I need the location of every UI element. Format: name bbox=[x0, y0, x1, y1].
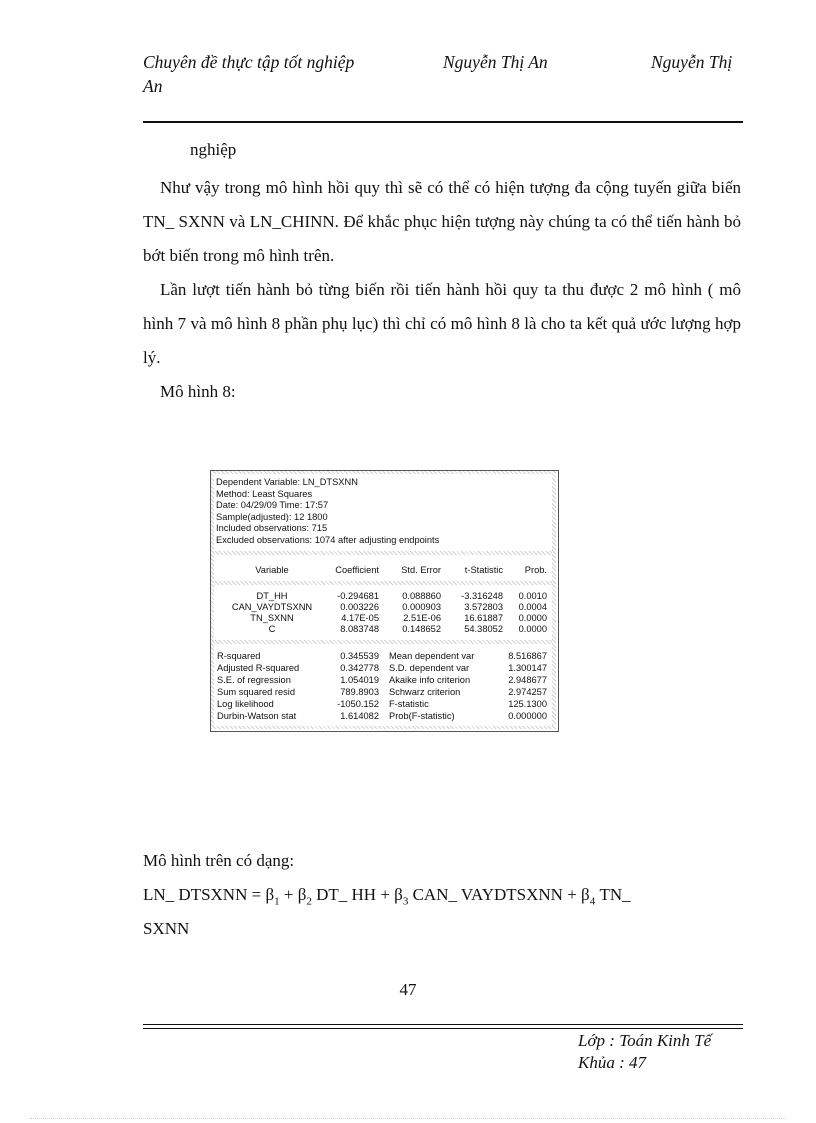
stat-value: 1.614082 bbox=[340, 711, 379, 721]
beta-symbol: β bbox=[265, 885, 275, 904]
info-line: Excluded observations: 1074 after adjusting endpoints bbox=[216, 534, 440, 545]
cell-coefficient: 8.083748 bbox=[340, 624, 379, 634]
stat-label: S.E. of regression bbox=[217, 675, 291, 685]
info-line: Included observations: 715 bbox=[216, 523, 328, 534]
stat-value: 0.342778 bbox=[340, 663, 379, 673]
stat-label: F-statistic bbox=[389, 699, 429, 709]
col-std-error: Std. Error bbox=[401, 565, 441, 575]
eq-term: DT_ HH + bbox=[311, 885, 395, 904]
beta-symbol: β bbox=[581, 885, 590, 904]
stat-value: 789.8903 bbox=[340, 687, 379, 697]
stat-value: 1.054019 bbox=[340, 675, 379, 685]
table-hatch-top bbox=[211, 471, 556, 474]
eq-term: + bbox=[279, 885, 298, 904]
cell-std-error: 0.088860 bbox=[402, 591, 441, 601]
stat-label: Prob(F-statistic) bbox=[389, 711, 455, 721]
footer-rule bbox=[143, 1024, 743, 1025]
stat-label: Adjusted R-squared bbox=[217, 663, 300, 673]
stat-value: 0.345539 bbox=[340, 651, 379, 661]
beta-symbol: β bbox=[297, 885, 307, 904]
eq-term: CAN_ VAYDTSXNN + bbox=[408, 885, 582, 904]
cell-coefficient: 0.003226 bbox=[340, 602, 379, 612]
page-footer bbox=[578, 1030, 711, 1074]
stat-label: Mean dependent var bbox=[389, 651, 475, 661]
cell-coefficient: -0.294681 bbox=[337, 591, 379, 601]
stat-value: 1.300147 bbox=[508, 663, 547, 673]
col-variable: Variable bbox=[255, 565, 289, 575]
header-center: Nguyễn Thị An bbox=[443, 52, 548, 72]
cell-variable: C bbox=[268, 624, 276, 634]
col-prob: Prob. bbox=[524, 565, 547, 575]
table-hatch-left bbox=[211, 471, 214, 729]
cell-std-error: 0.000903 bbox=[402, 602, 441, 612]
beta-subscript: 2 bbox=[306, 895, 312, 908]
stat-value: -1050.152 bbox=[337, 699, 379, 709]
cell-t-statistic: 54.38052 bbox=[464, 624, 503, 634]
eq-lhs: LN_ DTSXNN = bbox=[143, 885, 266, 904]
table-hatch-sep3 bbox=[214, 640, 552, 644]
cell-variable: CAN_VAYDTSXNN bbox=[231, 602, 313, 612]
cell-prob: 0.0010 bbox=[518, 591, 547, 601]
stat-label: Sum squared resid bbox=[217, 687, 296, 697]
beta-subscript: 4 bbox=[589, 895, 596, 908]
info-line: Sample(adjusted): 12 1800 bbox=[216, 511, 328, 522]
page-edge bbox=[30, 1118, 786, 1119]
stat-value: 125.1300 bbox=[508, 699, 547, 709]
table-hatch-sep2 bbox=[214, 581, 552, 585]
footer-rule bbox=[143, 1028, 743, 1029]
stat-label: Akaike info criterion bbox=[389, 675, 471, 685]
info-line: Date: 04/29/09 Time: 17:57 bbox=[216, 500, 329, 511]
cell-t-statistic: 16.61887 bbox=[464, 613, 503, 623]
cell-std-error: 2.51E-06 bbox=[403, 613, 441, 623]
cell-std-error: 0.148652 bbox=[402, 624, 441, 634]
cell-t-statistic: 3.572803 bbox=[464, 602, 503, 612]
stat-value: 8.516867 bbox=[508, 651, 547, 661]
info-line: Method: Least Squares bbox=[216, 488, 313, 499]
cell-prob: 0.0004 bbox=[518, 602, 547, 612]
stat-value: 0.000000 bbox=[508, 711, 547, 721]
beta-subscript: 1 bbox=[274, 895, 280, 908]
stat-label: R-squared bbox=[217, 651, 261, 661]
col-t-statistic: t-Statistic bbox=[464, 565, 503, 575]
beta-subscript: 3 bbox=[402, 895, 409, 908]
table-hatch-bottom bbox=[211, 726, 556, 729]
stat-label: Log likelihood bbox=[217, 699, 274, 709]
cell-variable: DT_HH bbox=[256, 591, 288, 601]
header-left: Chuyên đề thực tập tốt nghiệp bbox=[143, 52, 355, 72]
regression-output-table bbox=[210, 470, 559, 732]
header-rule bbox=[143, 121, 743, 123]
col-coefficient: Coefficient bbox=[335, 565, 379, 575]
cell-t-statistic: -3.316248 bbox=[461, 591, 503, 601]
header-right: Nguyễn Thị bbox=[651, 52, 733, 72]
cell-prob: 0.0000 bbox=[518, 613, 547, 623]
table-info bbox=[216, 477, 439, 547]
stat-value: 2.974257 bbox=[508, 687, 547, 697]
stat-value: 2.948677 bbox=[508, 675, 547, 685]
model-label: Mô hình 8: bbox=[160, 382, 236, 401]
cell-coefficient: 4.17E-05 bbox=[341, 613, 379, 623]
paragraph-1: Như vậy trong mô hình hồi quy thì sẽ có thể có hiện tượng đa cộng tuyến giữa biến TN_ SXNN và LN_CHINN. Để khắc phục hiện tượng này chúng ta có thể tiến hành bỏ bớt biến trong mô hình trên. bbox=[143, 178, 741, 265]
paragraph-2: Lần lượt tiến hành bỏ từng biến rồi tiến hành hồi quy ta thu được 2 mô hình ( mô hình 7 và mô hình 8 phần phụ lục) thì chỉ có mô hình 8 là cho ta kết quả ước lượng hợp lý. bbox=[143, 280, 741, 367]
header-wrap: An bbox=[143, 76, 163, 96]
footer-class: Lớp : Toán Kinh Tế bbox=[578, 1031, 712, 1050]
cell-prob: 0.0000 bbox=[518, 624, 547, 634]
eq-term: TN_ bbox=[595, 885, 631, 904]
table-hatch-sep1 bbox=[214, 551, 552, 555]
table-hatch-right bbox=[552, 471, 556, 729]
stat-label: Schwarz criterion bbox=[389, 687, 461, 697]
stat-label: Durbin-Watson stat bbox=[217, 711, 297, 721]
stat-label: S.D. dependent var bbox=[389, 663, 470, 673]
info-line: Dependent Variable: LN_DTSXNN bbox=[216, 477, 358, 487]
model-equation-cont: SXNN bbox=[143, 919, 190, 938]
beta-symbol: β bbox=[394, 885, 403, 904]
cell-variable: TN_SXNN bbox=[250, 613, 294, 623]
page-number: 47 bbox=[399, 980, 417, 999]
paragraph-continuation: nghiệp bbox=[190, 140, 237, 159]
model-intro: Mô hình trên có dạng: bbox=[143, 851, 295, 870]
footer-cohort: Khủa : 47 bbox=[578, 1053, 646, 1072]
